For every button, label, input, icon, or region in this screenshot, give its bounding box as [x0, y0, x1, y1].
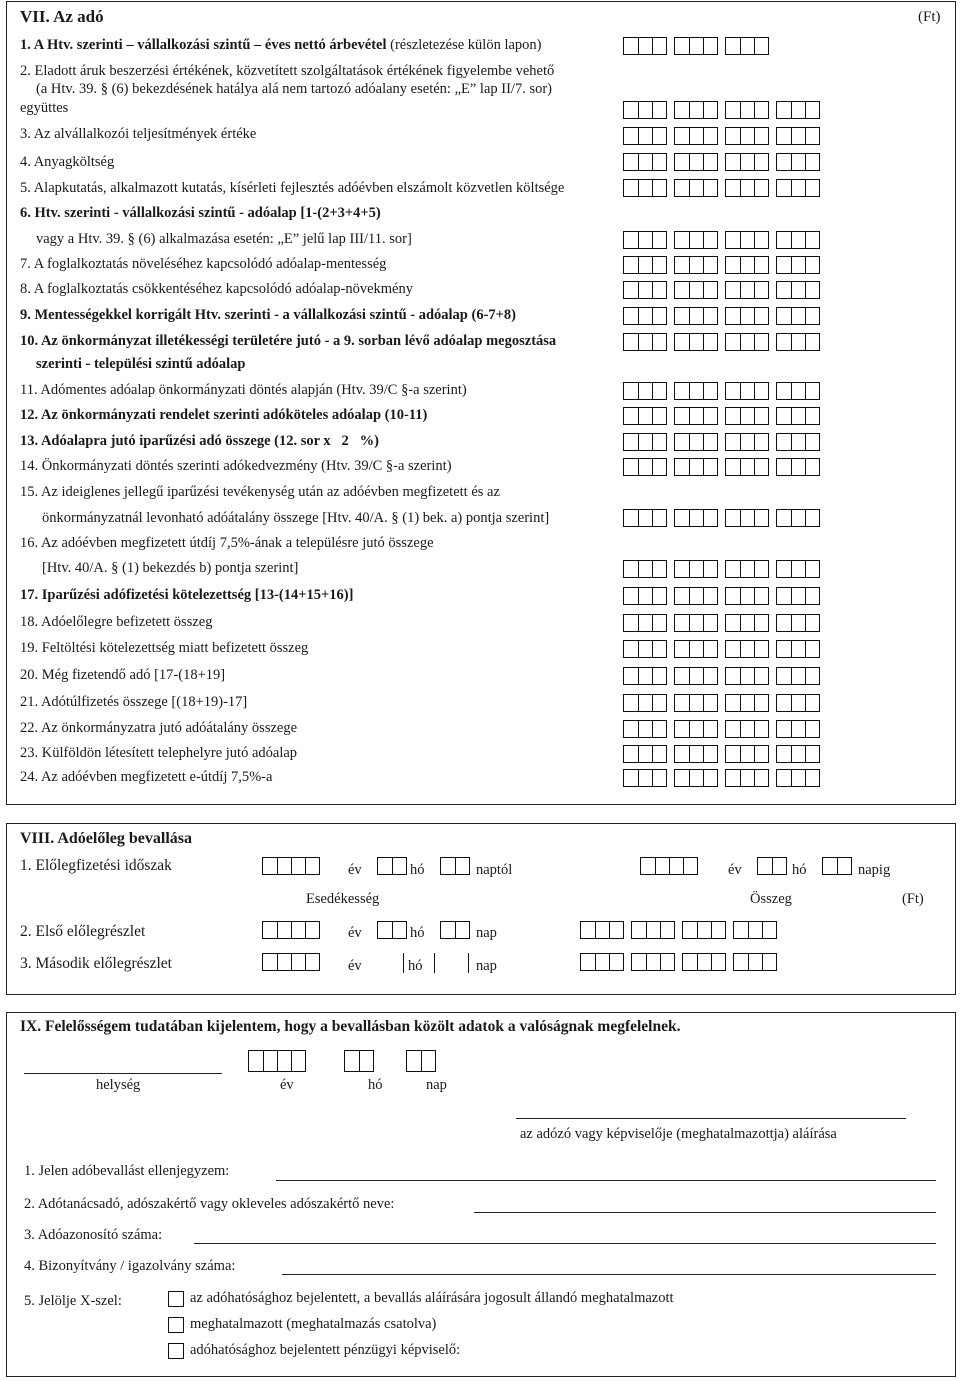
section-ix-title: IX. Felelősségem tudatában kijelentem, hogy a bevallásban közölt adatok a valóságnak megfelelnek.: [20, 1018, 681, 1035]
period-to-napig: napig: [858, 862, 891, 878]
period-to-ho: hó: [792, 862, 807, 878]
period-to-year[interactable]: [640, 857, 698, 875]
sign-year[interactable]: [248, 1050, 306, 1072]
period-to-month[interactable]: [757, 857, 787, 875]
row-9-label: 9. Mentességekkel korrigált Htv. szerinti - a vállalkozási szintű - adóalap (6-7+8): [20, 307, 516, 323]
first-due-month[interactable]: [377, 921, 407, 939]
period-from-ho: hó: [410, 862, 425, 878]
amount-grid-11[interactable]: [623, 382, 820, 400]
option-3-label: adóhatósághoz bejelentett pénzügyi képviselő:: [190, 1342, 461, 1358]
period-from-ev: év: [348, 862, 362, 878]
first-due-nap: nap: [476, 925, 497, 941]
amount-grid-1[interactable]: [623, 37, 769, 55]
amount-grid-7[interactable]: [623, 256, 820, 274]
row-19-label: 19. Feltöltési kötelezettség miatt befizetett összeg: [20, 640, 309, 656]
row-21-label: 21. Adótúlfizetés összege [(18+19)-17]: [20, 694, 248, 710]
row-17-label: 17. Iparűzési adófizetési kötelezettség [13-(14+15+16)]: [20, 587, 354, 603]
amount-grid-21[interactable]: [623, 694, 820, 712]
row-1-label: 1. A Htv. szerinti – vállalkozási szintű – éves nettó árbevétel (részletezése külön lapon): [20, 37, 542, 53]
second-installment-label: 3. Második előlegrészlet: [20, 955, 172, 972]
sign-ev-label: év: [280, 1077, 294, 1093]
due-date-header: Esedékesség: [306, 891, 380, 907]
place-line[interactable]: [24, 1073, 222, 1074]
sign-nap-label: nap: [426, 1077, 447, 1093]
row-16-label-a: 16. Az adóévben megfizetett útdíj 7,5%-ának a településre jutó összege: [20, 535, 434, 551]
row-14-label: 14. Önkormányzati döntés szerinti adókedvezmény (Htv. 39/C §-a szerint): [20, 458, 452, 474]
amount-grid-19[interactable]: [623, 640, 820, 658]
option-1-label: az adóhatósághoz bejelentett, a bevallás aláírására jogosult állandó meghatalmazott: [190, 1290, 674, 1306]
row-10-label-a: 10. Az önkormányzat illetékességi területére jutó - a 9. sorban lévő adóalap megosztása: [20, 333, 557, 349]
second-due-month-divider[interactable]: [403, 953, 404, 973]
row-6-label-a: 6. Htv. szerinti - vállalkozási szintű - adóalap [1-(2+3+4+5): [20, 205, 381, 221]
sign-month[interactable]: [344, 1050, 374, 1072]
first-due-ho: hó: [410, 925, 425, 941]
amount-grid-12[interactable]: [623, 407, 820, 425]
first-due-ev: év: [348, 925, 362, 941]
row-4-label: 4. Anyagköltség: [20, 154, 115, 170]
sign-day[interactable]: [406, 1050, 436, 1072]
row-23-label: 23. Külföldön létesített telephelyre jutó adóalap: [20, 745, 298, 761]
second-due-day-divider[interactable]: [434, 953, 435, 973]
first-installment-label: 2. Első előlegrészlet: [20, 923, 146, 940]
amount-grid-4[interactable]: [623, 153, 820, 171]
second-due-nap: nap: [476, 958, 497, 974]
signature-label: az adózó vagy képviselője (meghatalmazottja) aláírása: [520, 1126, 837, 1142]
row-6-label-b: vagy a Htv. 39. § (6) alkalmazása esetén: „E” jelű lap III/11. sor]: [36, 231, 412, 247]
amount-grid-10[interactable]: [623, 333, 820, 351]
period-to-ev: év: [728, 862, 742, 878]
second-due-ev: év: [348, 958, 362, 974]
first-due-year[interactable]: [262, 921, 320, 939]
amount-grid-17[interactable]: [623, 587, 820, 605]
period-label: 1. Előlegfizetési időszak: [20, 857, 172, 874]
section-vii-unit: (Ft): [918, 9, 941, 25]
option-1-checkbox[interactable]: [168, 1291, 184, 1307]
amount-grid-14[interactable]: [623, 458, 820, 476]
row-2-label-b: (a Htv. 39. § (6) bekezdésének hatálya alá nem tartozó adóalany esetén: „E” lap II/7. sor): [36, 81, 552, 97]
amount-unit: (Ft): [902, 891, 924, 907]
option-2-checkbox[interactable]: [168, 1317, 184, 1333]
sign-ho-label: hó: [368, 1077, 383, 1093]
place-label: helység: [96, 1077, 141, 1093]
amount-grid-13[interactable]: [623, 433, 820, 451]
section-vii-title: VII. Az adó: [20, 7, 104, 26]
second-due-ho: hó: [408, 958, 423, 974]
row-2-label-a: 2. Eladott áruk beszerzési értékének, közvetített szolgáltatások értékének figyelembe vehető: [20, 63, 555, 79]
q1-line[interactable]: [276, 1180, 936, 1181]
first-installment-amount[interactable]: [580, 921, 777, 939]
amount-grid-20[interactable]: [623, 667, 820, 685]
row-2-label-c: együttes: [20, 100, 69, 116]
first-due-day[interactable]: [440, 921, 470, 939]
amount-grid-18[interactable]: [623, 614, 820, 632]
section-ix: [6, 1012, 956, 1377]
amount-grid-6[interactable]: [623, 231, 820, 249]
amount-grid-22[interactable]: [623, 720, 820, 738]
signature-line[interactable]: [516, 1118, 906, 1119]
row-22-label: 22. Az önkormányzatra jutó adóátalány összege: [20, 720, 298, 736]
amount-grid-2[interactable]: [623, 101, 820, 119]
amount-grid-23[interactable]: [623, 745, 820, 763]
row-11-label: 11. Adómentes adóalap önkormányzati döntés alapján (Htv. 39/C §-a szerint): [20, 382, 467, 398]
period-from-month[interactable]: [377, 857, 407, 875]
row-10-label-b: szerinti - települési szintű adóalap: [36, 356, 246, 372]
row-12-label: 12. Az önkormányzati rendelet szerinti adóköteles adóalap (10-11): [20, 407, 428, 423]
amount-grid-3[interactable]: [623, 127, 820, 145]
row-18-label: 18. Adóelőlegre befizetett összeg: [20, 614, 213, 630]
q4-label: 4. Bizonyítvány / igazolvány száma:: [24, 1258, 236, 1274]
second-due-day-divider-2[interactable]: [468, 953, 469, 973]
q2-label: 2. Adótanácsadó, adószakértő vagy okleveles adószakértő neve:: [24, 1196, 395, 1212]
amount-grid-9[interactable]: [623, 307, 820, 325]
amount-grid-5[interactable]: [623, 179, 820, 197]
q3-label: 3. Adóazonosító száma:: [24, 1227, 163, 1243]
row-24-label: 24. Az adóévben megfizetett e-útdíj 7,5%-a: [20, 769, 273, 785]
q3-line[interactable]: [194, 1243, 936, 1244]
row-7-label: 7. A foglalkoztatás növeléséhez kapcsolódó adóalap-mentesség: [20, 256, 387, 272]
row-5-label: 5. Alapkutatás, alkalmazott kutatás, kísérleti fejlesztés adóévben elszámolt közvetlen költsége: [20, 180, 565, 196]
period-from-year[interactable]: [262, 857, 320, 875]
amount-grid-24[interactable]: [623, 769, 820, 787]
row-3-label: 3. Az alvállalkozói teljesítmények értéke: [20, 126, 257, 142]
row-15-label-b: önkormányzatnál levonható adóátalány összege [Htv. 40/A. § (1) bek. a) pontja szerint]: [42, 510, 550, 526]
option-3-checkbox[interactable]: [168, 1343, 184, 1359]
second-installment-amount[interactable]: [580, 953, 777, 971]
q2-line[interactable]: [474, 1212, 936, 1213]
amount-grid-8[interactable]: [623, 281, 820, 299]
amount-grid-16[interactable]: [623, 560, 820, 578]
period-to-day[interactable]: [822, 857, 852, 875]
period-from-day[interactable]: [440, 857, 470, 875]
row-8-label: 8. A foglalkoztatás csökkentéséhez kapcsolódó adóalap-növekmény: [20, 281, 413, 297]
q4-line[interactable]: [282, 1274, 936, 1275]
row-16-label-b: [Htv. 40/A. § (1) bekezdés b) pontja szerint]: [42, 560, 299, 576]
period-from-naptol: naptól: [476, 862, 513, 878]
amount-grid-15[interactable]: [623, 509, 820, 527]
second-due-year[interactable]: [262, 953, 320, 971]
section-viii-title: VIII. Adóelőleg bevallása: [20, 830, 193, 847]
row-13-label: 13. Adóalapra jutó iparűzési adó összege (12. sor x 2 %): [20, 433, 380, 449]
row-15-label-a: 15. Az ideiglenes jellegű iparűzési tevékenység után az adóévben megfizetett és az: [20, 484, 500, 500]
q5-label: 5. Jelölje X-szel:: [24, 1293, 122, 1309]
option-2-label: meghatalmazott (meghatalmazás csatolva): [190, 1316, 437, 1332]
row-20-label: 20. Még fizetendő adó [17-(18+19]: [20, 667, 226, 683]
amount-header: Összeg: [750, 891, 792, 907]
q1-label: 1. Jelen adóbevallást ellenjegyzem:: [24, 1163, 230, 1179]
